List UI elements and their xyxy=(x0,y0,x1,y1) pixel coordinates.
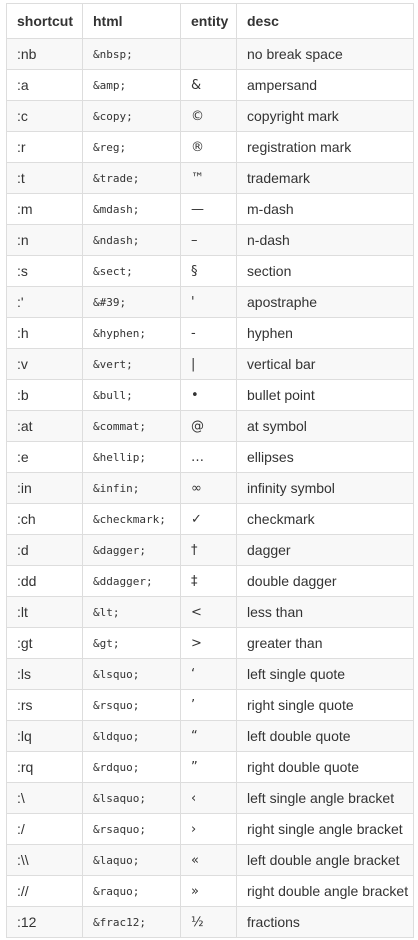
shortcut-cell: :gt xyxy=(7,628,83,659)
entity-cell: ® xyxy=(181,132,237,163)
shortcut-cell: :nb xyxy=(7,39,83,70)
shortcut-cell: :t xyxy=(7,163,83,194)
entity-cell: » xyxy=(181,876,237,907)
table-body xyxy=(7,39,414,938)
table-row xyxy=(7,256,414,287)
description-cell: right single angle bracket xyxy=(237,814,414,845)
html-code-cell: &raquo; xyxy=(83,876,181,907)
shortcut-cell: :rq xyxy=(7,752,83,783)
entity-cell: ” xyxy=(181,752,237,783)
table-row xyxy=(7,380,414,411)
table-row xyxy=(7,194,414,225)
html-code-cell: &rdquo; xyxy=(83,752,181,783)
description-cell: fractions xyxy=(237,907,414,938)
html-code-cell: &lsaquo; xyxy=(83,783,181,814)
description-cell: no break space xyxy=(237,39,414,70)
table-row xyxy=(7,690,414,721)
entity-cell: – xyxy=(181,225,237,256)
description-cell: n-dash xyxy=(237,225,414,256)
entity-cell: > xyxy=(181,628,237,659)
entity-cell: † xyxy=(181,535,237,566)
table-row xyxy=(7,752,414,783)
shortcut-cell: :in xyxy=(7,473,83,504)
html-code-cell: &laquo; xyxy=(83,845,181,876)
shortcut-cell: :s xyxy=(7,256,83,287)
shortcut-cell: :rs xyxy=(7,690,83,721)
entity-cell: ' xyxy=(181,287,237,318)
html-code-cell: &vert; xyxy=(83,349,181,380)
shortcut-cell: :n xyxy=(7,225,83,256)
html-code-cell: &checkmark; xyxy=(83,504,181,535)
shortcut-cell: :// xyxy=(7,876,83,907)
description-cell: greater than xyxy=(237,628,414,659)
description-cell: left double angle bracket xyxy=(237,845,414,876)
description-cell: double dagger xyxy=(237,566,414,597)
description-cell: apostraphe xyxy=(237,287,414,318)
description-cell: dagger xyxy=(237,535,414,566)
entity-cell: ’ xyxy=(181,690,237,721)
shortcut-cell: :r xyxy=(7,132,83,163)
entity-cell: › xyxy=(181,814,237,845)
table-row xyxy=(7,814,414,845)
shortcut-cell: :dd xyxy=(7,566,83,597)
table-row xyxy=(7,845,414,876)
table-row xyxy=(7,473,414,504)
description-cell: left single angle bracket xyxy=(237,783,414,814)
html-code-cell: &ldquo; xyxy=(83,721,181,752)
entity-cell: ✓ xyxy=(181,504,237,535)
description-cell: trademark xyxy=(237,163,414,194)
entity-cell: ‡ xyxy=(181,566,237,597)
entity-cell: < xyxy=(181,597,237,628)
shortcut-cell: :d xyxy=(7,535,83,566)
table-row xyxy=(7,783,414,814)
table-row xyxy=(7,318,414,349)
entity-cell: … xyxy=(181,442,237,473)
shortcut-cell: :b xyxy=(7,380,83,411)
description-cell: m-dash xyxy=(237,194,414,225)
shortcut-cell: :v xyxy=(7,349,83,380)
table-row xyxy=(7,907,414,938)
shortcut-cell: :lt xyxy=(7,597,83,628)
html-code-cell: &amp; xyxy=(83,70,181,101)
shortcut-cell: :/ xyxy=(7,814,83,845)
entity-cell: ™ xyxy=(181,163,237,194)
shortcut-cell: :c xyxy=(7,101,83,132)
description-cell: ampersand xyxy=(237,70,414,101)
description-cell: registration mark xyxy=(237,132,414,163)
column-header-entity: entity xyxy=(181,4,237,39)
table-row xyxy=(7,442,414,473)
table-row xyxy=(7,504,414,535)
description-cell: ellipses xyxy=(237,442,414,473)
shortcut-cell: :ls xyxy=(7,659,83,690)
table-row xyxy=(7,566,414,597)
html-code-cell: &#39; xyxy=(83,287,181,318)
shortcut-cell: :ch xyxy=(7,504,83,535)
table-row xyxy=(7,535,414,566)
description-cell: infinity symbol xyxy=(237,473,414,504)
description-cell: right double angle bracket xyxy=(237,876,414,907)
description-cell: vertical bar xyxy=(237,349,414,380)
description-cell: left single quote xyxy=(237,659,414,690)
html-code-cell: &infin; xyxy=(83,473,181,504)
description-cell: left double quote xyxy=(237,721,414,752)
table-row xyxy=(7,411,414,442)
entity-cell: ‘ xyxy=(181,659,237,690)
entity-cell: ½ xyxy=(181,907,237,938)
entity-cell: © xyxy=(181,101,237,132)
header-row xyxy=(7,4,414,39)
table-row xyxy=(7,628,414,659)
entity-cell: “ xyxy=(181,721,237,752)
html-code-cell: &commat; xyxy=(83,411,181,442)
html-code-cell: &lsquo; xyxy=(83,659,181,690)
shortcut-cell: :' xyxy=(7,287,83,318)
table-row xyxy=(7,39,414,70)
shortcut-cell: :e xyxy=(7,442,83,473)
shortcut-cell: :at xyxy=(7,411,83,442)
html-code-cell: &sect; xyxy=(83,256,181,287)
table-row xyxy=(7,659,414,690)
entity-cell: ‹ xyxy=(181,783,237,814)
column-header-desc: desc xyxy=(237,4,414,39)
html-code-cell: &bull; xyxy=(83,380,181,411)
entity-cell: § xyxy=(181,256,237,287)
description-cell: less than xyxy=(237,597,414,628)
html-code-cell: &trade; xyxy=(83,163,181,194)
entity-cell: « xyxy=(181,845,237,876)
table-row xyxy=(7,225,414,256)
shortcut-cell: :a xyxy=(7,70,83,101)
table-row xyxy=(7,70,414,101)
entity-cell: | xyxy=(181,349,237,380)
table-row xyxy=(7,721,414,752)
html-code-cell: &rsquo; xyxy=(83,690,181,721)
shortcut-cell: :lq xyxy=(7,721,83,752)
description-cell: section xyxy=(237,256,414,287)
entity-cell: & xyxy=(181,70,237,101)
description-cell: right single quote xyxy=(237,690,414,721)
description-cell: hyphen xyxy=(237,318,414,349)
table-row xyxy=(7,132,414,163)
html-code-cell: &reg; xyxy=(83,132,181,163)
shortcut-cell: :\\ xyxy=(7,845,83,876)
entity-cell: — xyxy=(181,194,237,225)
description-cell: right double quote xyxy=(237,752,414,783)
html-code-cell: &gt; xyxy=(83,628,181,659)
entity-shortcut-table xyxy=(6,3,414,938)
table-row xyxy=(7,349,414,380)
html-code-cell: &ndash; xyxy=(83,225,181,256)
table-row xyxy=(7,163,414,194)
html-code-cell: &dagger; xyxy=(83,535,181,566)
shortcut-cell: :12 xyxy=(7,907,83,938)
html-code-cell: &frac12; xyxy=(83,907,181,938)
table-row xyxy=(7,876,414,907)
description-cell: bullet point xyxy=(237,380,414,411)
shortcut-cell: :h xyxy=(7,318,83,349)
table-row xyxy=(7,287,414,318)
html-code-cell: &hyphen; xyxy=(83,318,181,349)
description-cell: at symbol xyxy=(237,411,414,442)
description-cell: copyright mark xyxy=(237,101,414,132)
table-row xyxy=(7,597,414,628)
table-row xyxy=(7,101,414,132)
html-code-cell: &lt; xyxy=(83,597,181,628)
entity-cell: ‐ xyxy=(181,318,237,349)
entity-cell: ∞ xyxy=(181,473,237,504)
column-header-shortcut: shortcut xyxy=(7,4,83,39)
shortcut-cell: :\ xyxy=(7,783,83,814)
html-code-cell: &nbsp; xyxy=(83,39,181,70)
description-cell: checkmark xyxy=(237,504,414,535)
html-code-cell: &mdash; xyxy=(83,194,181,225)
html-code-cell: &hellip; xyxy=(83,442,181,473)
html-code-cell: &ddagger; xyxy=(83,566,181,597)
column-header-html: html xyxy=(83,4,181,39)
html-code-cell: &rsaquo; xyxy=(83,814,181,845)
shortcut-cell: :m xyxy=(7,194,83,225)
html-code-cell: &copy; xyxy=(83,101,181,132)
entity-cell: • xyxy=(181,380,237,411)
entity-cell: @ xyxy=(181,411,237,442)
entity-cell xyxy=(181,39,237,70)
